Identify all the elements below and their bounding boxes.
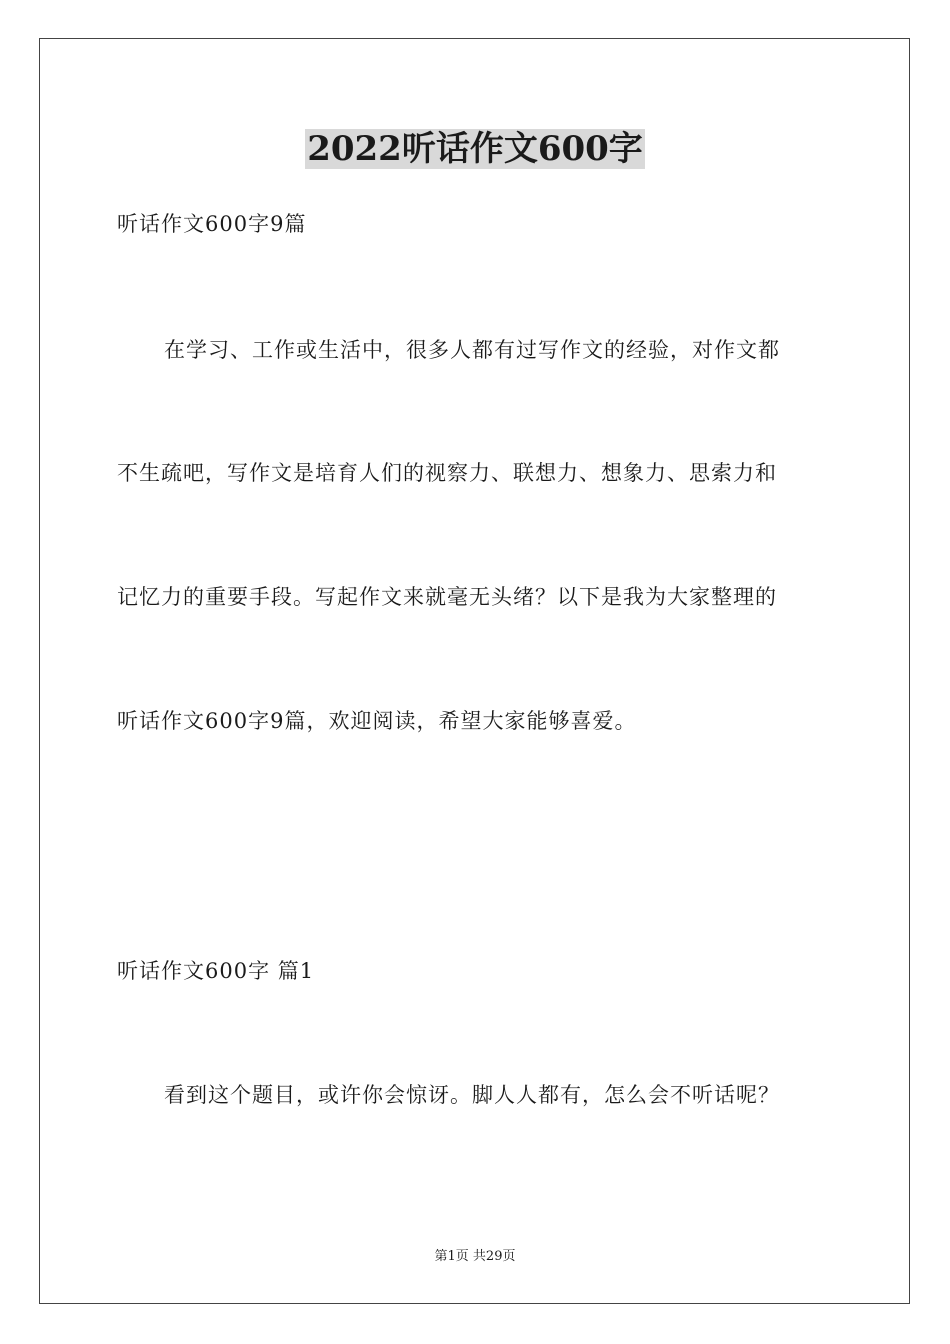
document-title: [0, 128, 950, 170]
intro-line: 在学习、工作或生活中，很多人都有过写作文的经验，对作文都: [164, 338, 780, 362]
page-footer: 第1页 共29页: [434, 1249, 516, 1264]
intro-line: 不生疏吧，写作文是培育人们的视察力、联想力、想象力、思索力和: [117, 461, 777, 485]
document-title-text: 2022听话作文600字: [307, 129, 643, 169]
section-heading: 听话作文600字 篇1: [117, 959, 315, 983]
document-subtitle: 听话作文600字9篇: [117, 212, 307, 236]
intro-line: 记忆力的重要手段。写起作文来就毫无头绪？以下是我为大家整理的: [117, 585, 777, 609]
intro-line: 听话作文600字9篇，欢迎阅读，希望大家能够喜爱。: [117, 709, 637, 733]
section-line: 看到这个题目，或许你会惊讶。脚人人都有，怎么会不听话呢？: [164, 1083, 780, 1107]
